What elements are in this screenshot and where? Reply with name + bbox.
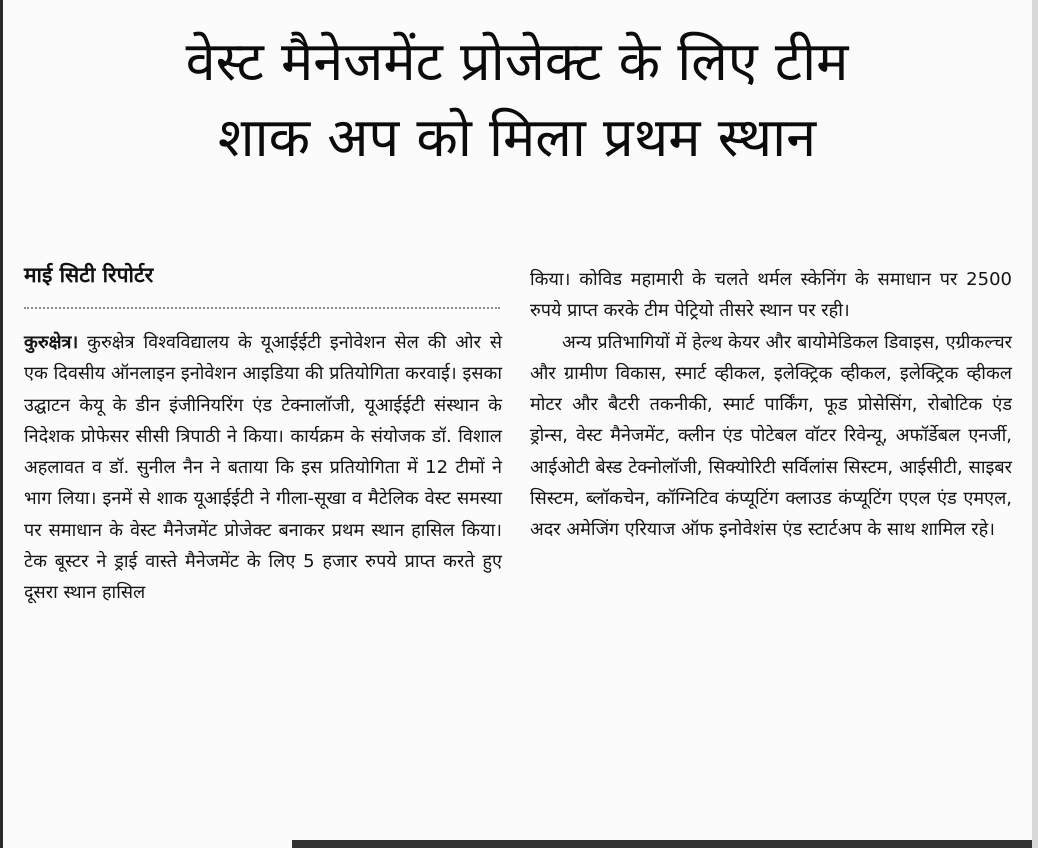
- right-page-edge: [1032, 0, 1038, 848]
- headline: [12, 24, 1022, 176]
- left-column-text: कुरुक्षेत्र विश्वविद्यालय के यूआईईटी इनोवेशन सेल की ओर से एक दिवसीय ऑनलाइन इनोवेशन आइडिया की प्रतियोगिता करवाई। इसका उद्घाटन केयू के डीन इंजीनियरिंग एंड टेक्नालॉजी, यूआईईटी संस्थान के निदेशक प्रोफेसर सीसी त्रिपाठी ने किया। कार्यक्रम के संयोजक डॉ. विशाल अहलावत व डॉ. सुनील नैन ने बताया कि इस प्रतियोगिता में 12 टीमों ने भाग लिया। इनमें से शाक यूआईईटी ने गीला-सूखा व मैटेलिक वेस्ट समस्या पर समाधान के वेस्ट मैनेजमेंट प्रोजेक्ट बनाकर प्रथम स्थान हासिल किया। टेक बूस्टर ने ड्राई वास्ते मैनेजमेंट के लिए 5 हजार रुपये प्राप्त करते हुए दूसरा स्थान हासिल: [24, 332, 502, 604]
- next-article-rule: [292, 840, 1032, 848]
- article-column-right: [530, 264, 1012, 546]
- article-column-left: [24, 327, 502, 609]
- byline-divider: [24, 307, 500, 309]
- headline-line-1: वेस्ट मैनेजमेंट प्रोजेक्ट के लिए टीम: [185, 30, 849, 93]
- body-paragraph-1: [24, 327, 502, 609]
- byline: माई सिटी रिपोर्टर: [24, 263, 154, 287]
- body-paragraph-1-continued: किया। कोविड महामारी के चलते थर्मल स्केनिंग के समाधान पर 2500 रुपये प्राप्त करके टीम पेट्रियो तीसरे स्थान पर रही।: [530, 269, 1012, 322]
- dateline: कुरुक्षेत्र।: [24, 332, 79, 353]
- body-paragraph-2: अन्य प्रतिभागियों में हेल्थ केयर और बायोमेडिकल डिवाइस, एग्रीकल्चर और ग्रामीण विकास, स्मार्ट व्हीकल, इलेक्ट्रिक व्हीकल, इलेक्ट्रिक व्हीकल मोटर और बैटरी तकनीकी, स्मार्ट पार्किंग, फूड प्रोसेसिंग, रोबोटिक एंड ड्रोन्स, वेस्ट मैनेजमेंट, क्लीन एंड पोटेबल वॉटर रिवेन्यू, अफॉर्डेबल एनर्जी, आईओटी बेस्ड टेक्नोलॉजी, सिक्योरिटी सर्विलांस सिस्टम, आईसीटी, साइबर सिस्टम, ब्लॉकचेन, कॉग्निटिव कंप्यूटिंग क्लाउड कंप्यूटिंग एएल एंड एमएल, अदर अमेजिंग एरियाज ऑफ इनोवेशंस एंड स्टार्टअप के साथ शामिल रहे।: [530, 331, 1012, 541]
- left-border-rule: [0, 0, 3, 848]
- headline-line-2: शाक अप को मिला प्रथम स्थान: [217, 106, 817, 169]
